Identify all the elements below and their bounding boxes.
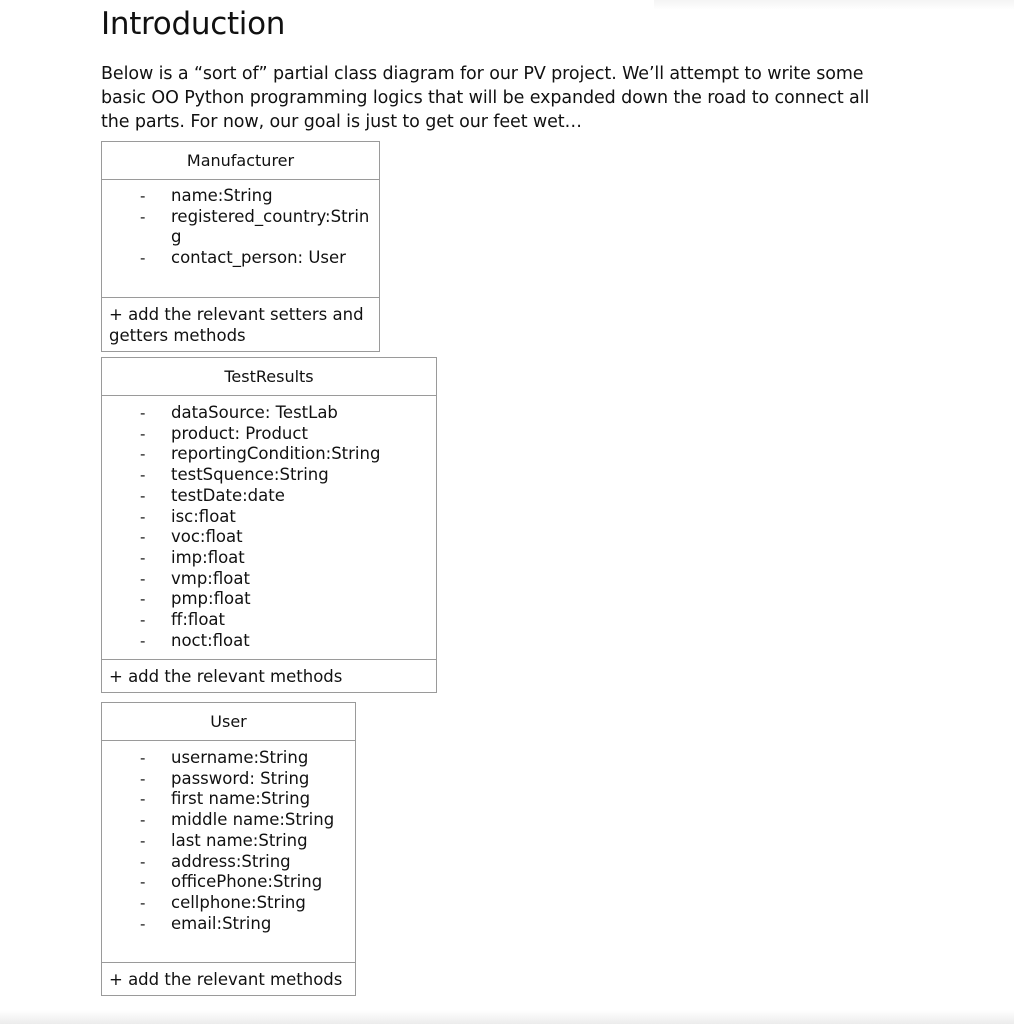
- attribute-text: ff:float: [171, 610, 225, 630]
- attribute-item: [102, 186, 379, 207]
- bullet-dash: -: [140, 873, 146, 892]
- attribute-text: email:String: [171, 913, 272, 933]
- attribute-item: [102, 444, 436, 465]
- bullet-dash: -: [140, 893, 146, 912]
- attribute-text: registered_country:String: [171, 206, 370, 247]
- attribute-item: [102, 631, 436, 652]
- attribute-text: last name:String: [171, 830, 308, 850]
- class-attributes: [102, 180, 379, 298]
- bullet-dash: -: [140, 831, 146, 850]
- attribute-item: [102, 248, 379, 269]
- bullet-dash: -: [140, 445, 146, 464]
- attribute-item: [102, 589, 436, 610]
- bullet-dash: -: [140, 207, 146, 226]
- attribute-text: first name:String: [171, 789, 311, 809]
- attribute-text: address:String: [171, 851, 291, 871]
- attribute-item: [102, 527, 436, 548]
- bullet-dash: -: [140, 790, 146, 809]
- class-name: Manufacturer: [102, 142, 379, 180]
- bullet-dash: -: [140, 611, 146, 630]
- class-name: TestResults: [102, 358, 436, 396]
- attribute-item: [102, 769, 355, 790]
- class-box-manufacturer: [101, 141, 380, 352]
- attribute-text: pmp:float: [171, 589, 251, 609]
- class-methods: + add the relevant methods: [109, 667, 343, 686]
- attribute-item: [102, 403, 436, 424]
- attribute-item: [102, 872, 355, 893]
- attribute-text: testSquence:String: [171, 465, 329, 485]
- attribute-item: [102, 852, 355, 873]
- attribute-item: [102, 748, 355, 769]
- attribute-text: noct:float: [171, 630, 250, 650]
- bullet-dash: -: [140, 769, 146, 788]
- attribute-text: dataSource: TestLab: [171, 403, 338, 422]
- bullet-dash: -: [140, 404, 146, 422]
- attribute-item: [102, 569, 436, 590]
- attribute-text: password: String: [171, 768, 310, 788]
- attribute-text: imp:float: [171, 547, 245, 567]
- page-title: Introduction: [101, 6, 286, 42]
- attribute-item: [102, 465, 436, 486]
- attribute-text: name:String: [171, 186, 273, 205]
- bullet-dash: -: [140, 507, 146, 526]
- class-name: User: [102, 703, 355, 741]
- class-methods: + add the relevant setters and getters methods: [109, 305, 364, 345]
- attribute-item: [102, 610, 436, 631]
- attribute-item: [102, 548, 436, 569]
- class-attributes: [102, 396, 436, 660]
- attribute-item: [102, 831, 355, 852]
- bullet-dash: -: [140, 548, 146, 567]
- class-attributes: [102, 741, 355, 963]
- attribute-text: vmp:float: [171, 568, 250, 588]
- attribute-item: [102, 507, 436, 528]
- attribute-text: testDate:date: [171, 485, 285, 505]
- attribute-item: [102, 789, 355, 810]
- attribute-item: [102, 893, 355, 914]
- bottom-shadow: [0, 1010, 1014, 1024]
- attribute-text: middle name:String: [171, 810, 335, 830]
- attribute-item: [102, 914, 355, 935]
- bullet-dash: -: [140, 249, 146, 268]
- bullet-dash: -: [140, 749, 146, 767]
- attribute-text: officePhone:String: [171, 872, 323, 892]
- bullet-dash: -: [140, 811, 146, 830]
- attribute-item: [102, 810, 355, 831]
- attribute-text: voc:float: [171, 527, 243, 547]
- attribute-text: reportingCondition:String: [171, 444, 381, 464]
- bullet-dash: -: [140, 631, 146, 650]
- bullet-dash: -: [140, 187, 146, 205]
- attribute-item: [102, 207, 379, 248]
- attribute-text: username:String: [171, 748, 309, 767]
- bullet-dash: -: [140, 569, 146, 588]
- attribute-text: cellphone:String: [171, 892, 306, 912]
- class-methods: + add the relevant methods: [109, 970, 343, 989]
- class-box-testresults: [101, 357, 437, 693]
- intro-paragraph: Below is a “sort of” partial class diagram for our PV project. We’ll attempt to write some basic OO Python programming logics that will be expanded down the road to connect all the parts. For now, our goal is just to get our feet wet…: [101, 64, 870, 132]
- attribute-item: [102, 424, 436, 445]
- attribute-text: isc:float: [171, 506, 236, 526]
- attribute-item: [102, 486, 436, 507]
- attribute-text: contact_person: User: [171, 248, 346, 268]
- bullet-dash: -: [140, 590, 146, 609]
- bullet-dash: -: [140, 486, 146, 505]
- bullet-dash: -: [140, 914, 146, 933]
- bullet-dash: -: [140, 466, 146, 485]
- bullet-dash: -: [140, 528, 146, 547]
- class-box-user: [101, 702, 356, 996]
- attribute-text: product: Product: [171, 423, 308, 443]
- top-shadow: [654, 0, 1014, 10]
- bullet-dash: -: [140, 852, 146, 871]
- bullet-dash: -: [140, 424, 146, 443]
